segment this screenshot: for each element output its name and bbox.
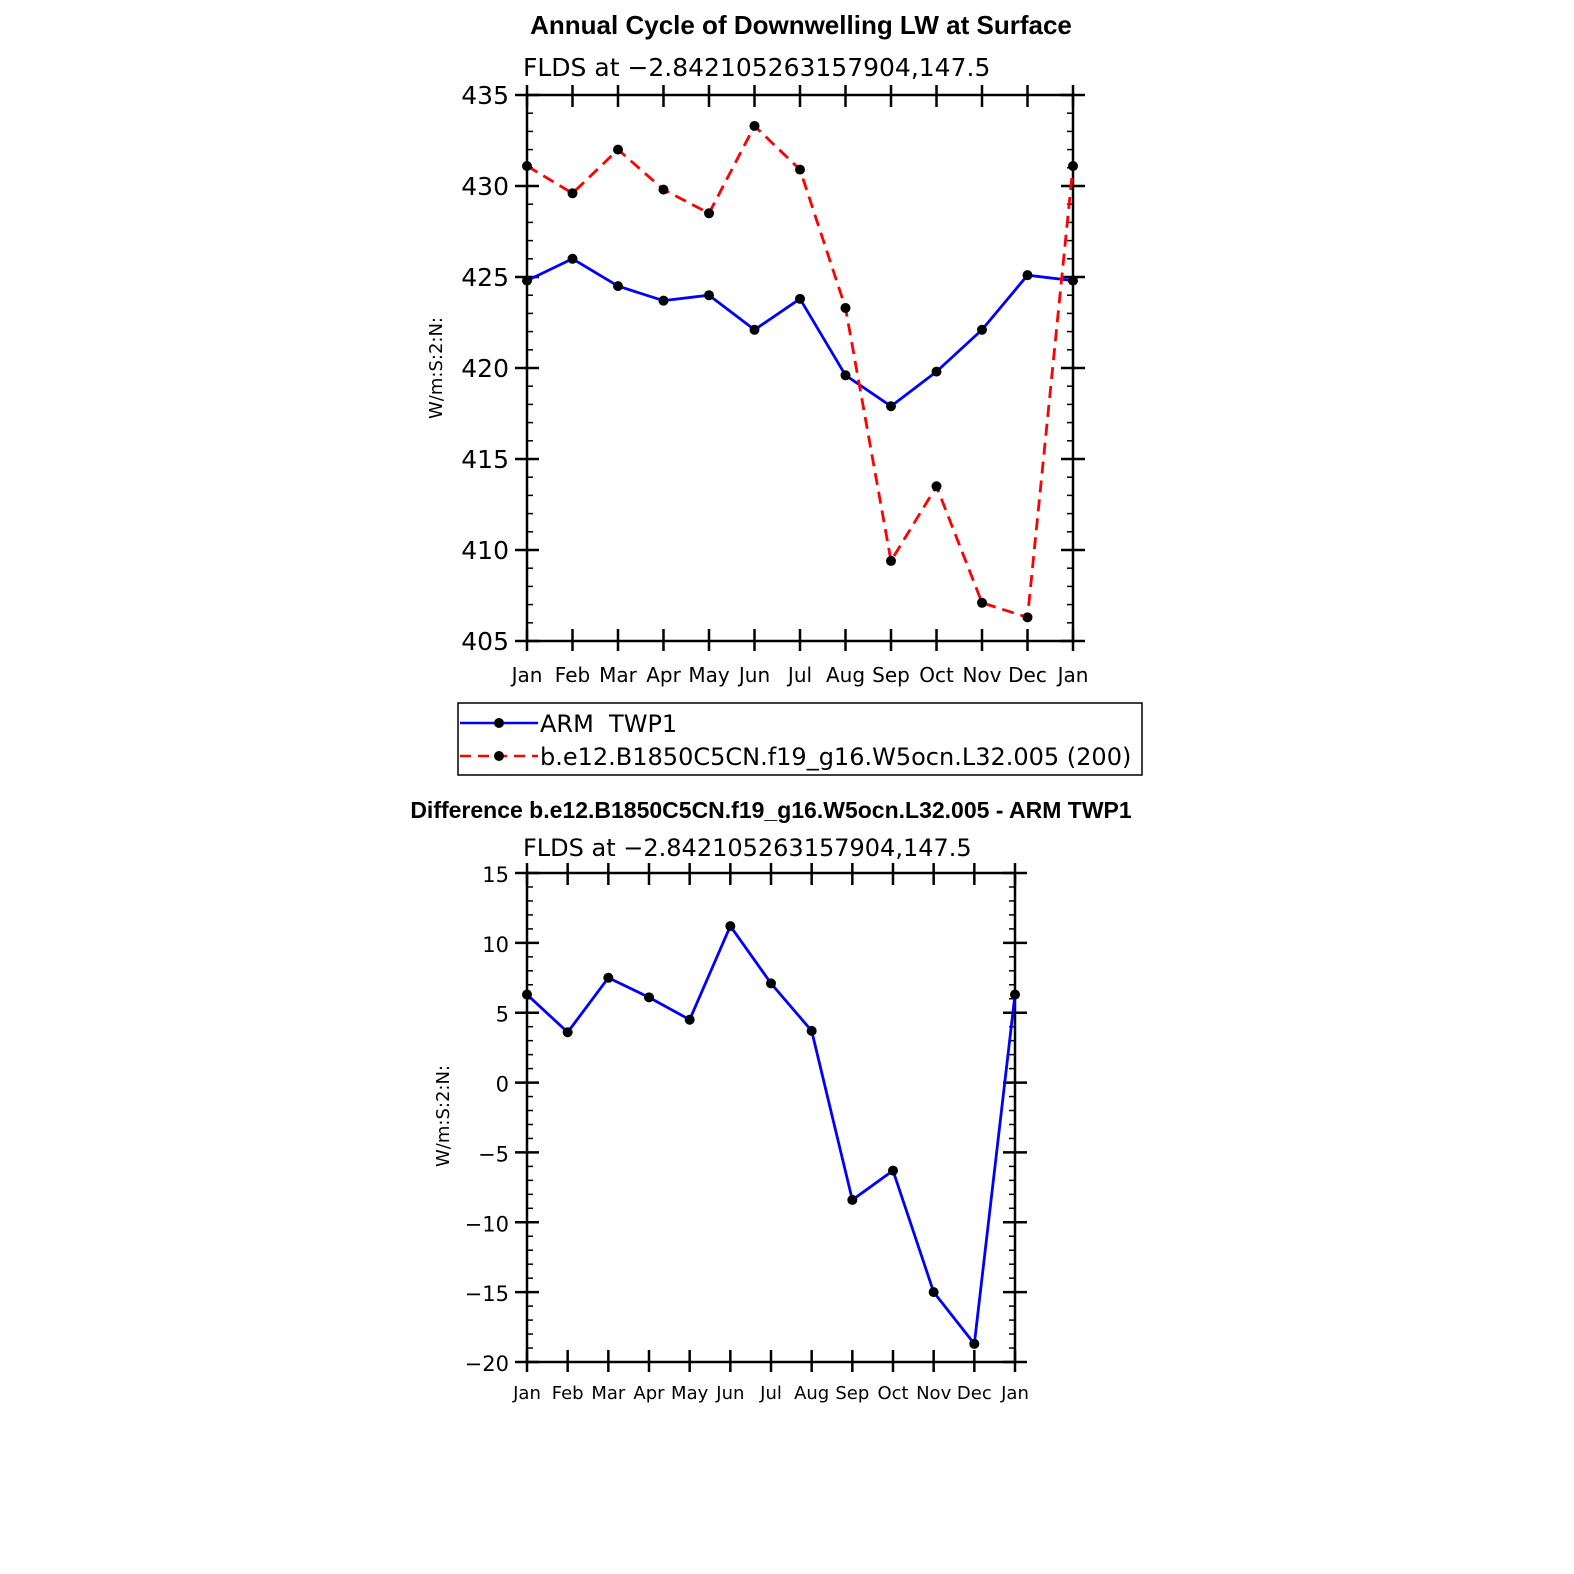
y-tick-label: −15 (464, 1282, 509, 1307)
x-tick-label: Sep (872, 663, 910, 687)
x-tick-label: Jul (760, 1383, 782, 1404)
chart2-axes (465, 863, 1029, 1404)
data-point (659, 185, 669, 195)
chart1-series-group (522, 121, 1078, 622)
y-tick-label: 430 (461, 172, 509, 201)
x-tick-label: Jan (1057, 663, 1089, 687)
series-line-0 (527, 259, 1073, 406)
x-tick-label: Mar (599, 663, 637, 687)
data-point (969, 1339, 979, 1349)
chart2-series-group (522, 921, 1020, 1349)
x-tick-label: Oct (877, 1383, 909, 1404)
x-tick-label: Mar (591, 1383, 626, 1404)
chart2-subtitle: FLDS at −2.842105263157904,147.5 (523, 834, 972, 862)
y-tick-label: −20 (464, 1352, 509, 1376)
y-tick-label: 405 (461, 627, 509, 656)
plot-frame (527, 873, 1015, 1362)
data-point (795, 294, 805, 304)
x-tick-label: Dec (956, 1383, 992, 1404)
difference-chart (410, 797, 1132, 1404)
data-point (644, 992, 654, 1002)
y-tick-label: 5 (495, 1002, 509, 1027)
y-tick-label: −10 (464, 1212, 509, 1237)
chart1-legend (458, 703, 1142, 775)
x-tick-label: May (671, 1383, 709, 1404)
data-point (929, 1287, 939, 1297)
y-tick-label: 15 (482, 863, 509, 887)
y-tick-label: 10 (482, 932, 509, 957)
data-point (1068, 276, 1078, 286)
chart2-title: Difference b.e12.B1850C5CN.f19_g16.W5ocn.L32.005 - ARM TWP1 (410, 797, 1132, 823)
data-point (685, 1015, 695, 1025)
data-point (977, 598, 987, 608)
data-point (1023, 612, 1033, 622)
data-point (886, 401, 896, 411)
data-point (1010, 990, 1020, 1000)
x-tick-label: Dec (1008, 663, 1047, 687)
x-tick-label: Jan (1001, 1383, 1029, 1404)
data-point (807, 1026, 817, 1036)
data-point (886, 556, 896, 566)
chart1-axes (461, 81, 1088, 687)
y-tick-label: 420 (461, 354, 509, 383)
x-tick-label: Aug (825, 663, 866, 687)
x-tick-label: Nov (916, 1383, 952, 1404)
data-point (659, 296, 669, 306)
data-point (1023, 270, 1033, 280)
data-point (704, 208, 714, 218)
data-point (888, 1166, 898, 1176)
annual-cycle-chart (426, 10, 1142, 775)
data-point (977, 325, 987, 335)
x-tick-label: Feb (551, 1383, 584, 1404)
y-tick-label: 435 (461, 81, 509, 110)
x-tick-label: Jun (716, 1383, 745, 1404)
data-point (841, 370, 851, 380)
x-tick-label: Sep (835, 1383, 870, 1404)
series-line-1 (527, 126, 1073, 617)
y-tick-label: 425 (461, 263, 509, 292)
data-point (766, 978, 776, 988)
data-point (704, 290, 714, 300)
data-point (725, 921, 735, 931)
data-point (613, 145, 623, 155)
x-tick-label: Jan (511, 663, 543, 687)
x-tick-label: Apr (646, 663, 681, 687)
x-tick-label: Aug (794, 1383, 830, 1404)
data-point (568, 254, 578, 264)
legend-model-label: b.e12.B1850C5CN.f19_g16.W5ocn.L32.005 (200) (540, 743, 1132, 771)
data-point (750, 121, 760, 131)
x-tick-label: Jun (738, 663, 771, 687)
data-point (568, 188, 578, 198)
data-point (932, 367, 942, 377)
y-tick-label: −5 (478, 1142, 509, 1167)
y-tick-label: 415 (461, 445, 509, 474)
data-point (750, 325, 760, 335)
x-tick-label: Oct (919, 663, 954, 687)
y-tick-label: 0 (495, 1072, 509, 1097)
data-point (847, 1195, 857, 1205)
chart2-y-axis-label: W/m:S:2:N: (433, 1065, 454, 1167)
legend-obs-swatch-marker (494, 718, 504, 728)
x-tick-label: Feb (554, 663, 591, 687)
chart1-subtitle: FLDS at −2.842105263157904,147.5 (523, 53, 991, 82)
legend-obs-label: ARM TWP1 (540, 710, 678, 738)
chart1-y-axis-label: W/m:S:2:N: (426, 317, 447, 419)
y-tick-label: 410 (461, 536, 509, 565)
x-tick-label: Jul (787, 663, 813, 687)
chart1-title: Annual Cycle of Downwelling LW at Surface (530, 10, 1072, 40)
series-line-0 (527, 926, 1015, 1344)
data-point (603, 973, 613, 983)
data-point (563, 1027, 573, 1037)
x-tick-label: Nov (962, 663, 1002, 687)
legend-model-swatch-marker (494, 751, 504, 761)
x-tick-label: Jan (513, 1383, 541, 1404)
data-point (522, 276, 532, 286)
data-point (932, 481, 942, 491)
data-point (522, 161, 532, 171)
data-point (795, 165, 805, 175)
x-tick-label: Apr (633, 1383, 665, 1404)
x-tick-label: May (688, 663, 730, 687)
data-point (522, 990, 532, 1000)
data-point (841, 303, 851, 313)
data-point (613, 281, 623, 291)
plot-frame (527, 95, 1073, 641)
data-point (1068, 161, 1078, 171)
